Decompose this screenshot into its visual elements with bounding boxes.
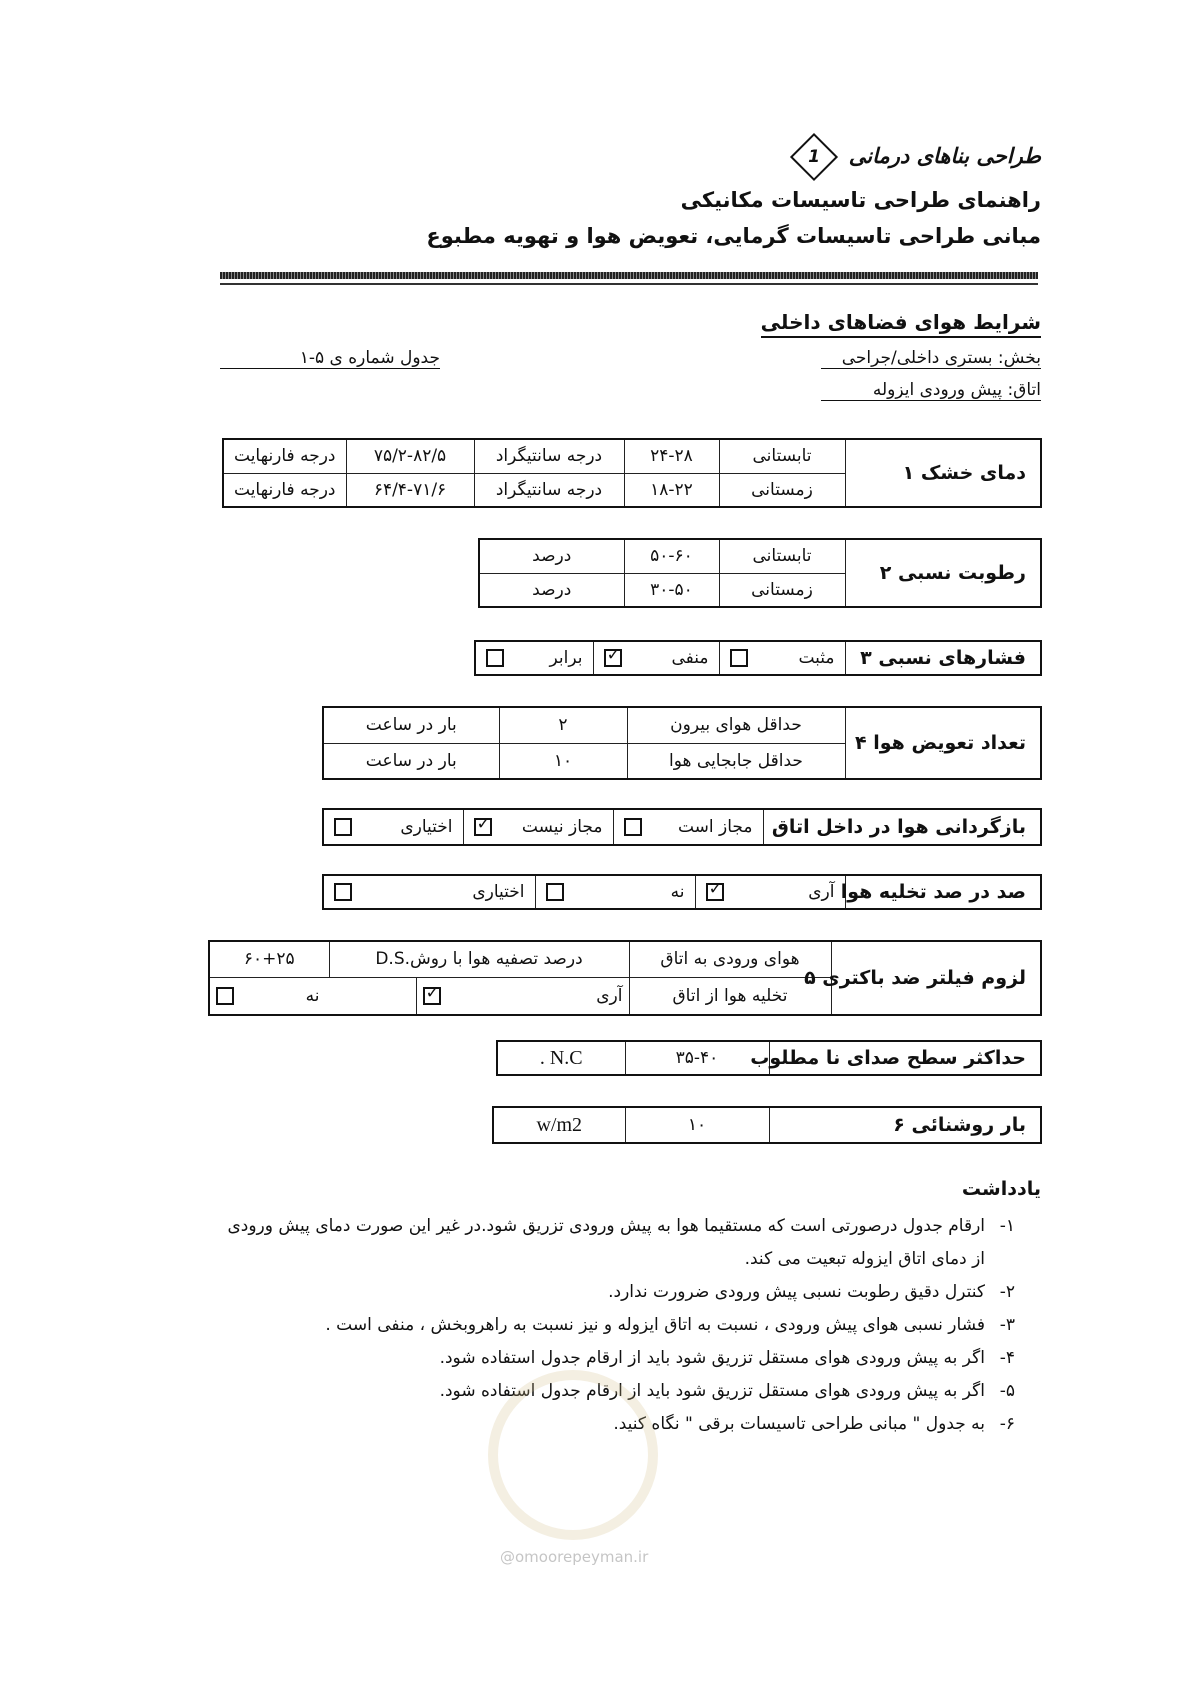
filter-no-option[interactable] bbox=[210, 978, 416, 1014]
filter-exhaust-label: تخلیه هوا از اتاق bbox=[629, 977, 831, 1015]
series-number: 1 bbox=[808, 147, 821, 167]
filter-efficiency-label: درصد تصفیه هوا با روش.D.S bbox=[329, 941, 629, 977]
humidity-unit: درصد bbox=[479, 539, 624, 573]
note-text: کنترل دقیق رطوبت نسبی پیش ورودی ضرورت ندارد. bbox=[608, 1282, 985, 1302]
pressure-positive-cell[interactable] bbox=[719, 641, 845, 675]
room-label: اتاق: پیش ورودی ایزوله bbox=[821, 380, 1041, 401]
filter-efficiency-value: ۶۰+۲۵ bbox=[209, 941, 329, 977]
note-text: فشار نسبی هوای پیش ورودی ، نسبت به اتاق ایزوله و نیز نسبت به راهروبخش ، منفی است . bbox=[325, 1315, 985, 1335]
watermark-logo bbox=[488, 1370, 658, 1540]
recirculation-allowed-label: مجاز است bbox=[677, 817, 753, 837]
note-number: ۲- bbox=[999, 1282, 1015, 1302]
recirculation-not-allowed-label: مجاز نیست bbox=[521, 817, 603, 837]
note-number: ۴- bbox=[999, 1348, 1015, 1368]
recirculation-allowed-checkbox[interactable] bbox=[624, 818, 642, 836]
humidity-unit-2: درصد bbox=[479, 573, 624, 607]
exhaust-yes-cell[interactable] bbox=[695, 875, 845, 909]
exhaust-no-label: نه bbox=[670, 882, 685, 902]
dry-bulb-table bbox=[222, 438, 1042, 508]
recirculation-allowed-cell[interactable] bbox=[613, 809, 763, 845]
pressure-label: فشارهای نسبی ۳ bbox=[845, 641, 1041, 675]
filter-table bbox=[208, 940, 1042, 1016]
pressure-negative-checkbox[interactable] bbox=[604, 649, 622, 667]
exhaust-no-cell[interactable] bbox=[535, 875, 695, 909]
recirculation-not-allowed-cell[interactable] bbox=[463, 809, 613, 845]
note-number: ۳- bbox=[999, 1315, 1015, 1335]
filter-supply-label: هوای ورودی به اتاق bbox=[629, 941, 831, 977]
air-changes-table bbox=[322, 706, 1042, 780]
exhaust-optional-cell[interactable] bbox=[323, 875, 535, 909]
pressure-negative-label: منفی bbox=[671, 648, 709, 668]
series-number-diamond bbox=[790, 133, 838, 181]
note-text: ارقام جدول درصورتی است که مستقیما هوا به پیش ورودی تزریق شود.در غیر این صورت دمای پیش ورودی از دمای اتاق ایزوله تبعیت می کند. bbox=[227, 1216, 985, 1269]
recirculation-not-allowed-checkbox[interactable] bbox=[474, 818, 492, 836]
dry-bulb-unit-f: درجه فارنهایت bbox=[223, 439, 346, 473]
noise-unit: N.C . bbox=[497, 1041, 625, 1075]
humidity-table bbox=[478, 538, 1042, 608]
recirculation-optional-label: اختیاری bbox=[400, 817, 453, 837]
noise-table bbox=[496, 1040, 1042, 1076]
exhaust-optional-label: اختیاری bbox=[472, 882, 525, 902]
dry-bulb-unit-f-2: درجه فارنهایت bbox=[223, 473, 346, 507]
header-divider-thin bbox=[220, 283, 1038, 285]
recirculation-optional-checkbox[interactable] bbox=[334, 818, 352, 836]
lighting-value: ۱۰ bbox=[625, 1107, 769, 1143]
filter-no-label: نه bbox=[305, 985, 320, 1006]
watermark-text: @omoorepeyman.ir bbox=[500, 1548, 649, 1566]
pressure-equal-cell[interactable] bbox=[475, 641, 593, 675]
series-title-text: طراحی بناهای درمانی bbox=[848, 144, 1041, 168]
humidity-label: رطوبت نسبی ۲ bbox=[845, 539, 1041, 607]
exhaust-yes-label: آری bbox=[808, 882, 835, 902]
exhaust-yes-checkbox[interactable] bbox=[706, 883, 724, 901]
guide-title: راهنمای طراحی تاسیسات مکانیکی bbox=[680, 188, 1041, 212]
table-number: جدول شماره ی ۵-۱ bbox=[220, 348, 440, 369]
note-text: به جدول " مبانی طراحی تاسیسات برقی " نگاه کنید. bbox=[613, 1414, 985, 1434]
note-number: ۶- bbox=[999, 1414, 1015, 1434]
noise-label: حداکثر سطح صدای نا مطلوب bbox=[769, 1041, 1041, 1075]
humidity-winter-value: ۳۰-۵۰ bbox=[624, 573, 719, 607]
exhaust-optional-checkbox[interactable] bbox=[334, 883, 352, 901]
filter-yes-label: آری bbox=[596, 985, 623, 1006]
pressure-positive-label: مثبت bbox=[798, 648, 835, 668]
pressure-positive-checkbox[interactable] bbox=[730, 649, 748, 667]
lighting-unit: w/m2 bbox=[493, 1107, 625, 1143]
dry-bulb-summer-c: ۲۴-۲۸ bbox=[624, 439, 719, 473]
air-changes-outdoor-label: حداقل هوای بیرون bbox=[627, 707, 845, 743]
exhaust-table bbox=[322, 874, 1042, 910]
recirculation-optional-cell[interactable] bbox=[323, 809, 463, 845]
note-item bbox=[215, 1309, 1015, 1342]
note-number: ۱- bbox=[999, 1216, 1015, 1236]
dry-bulb-label: دمای خشک ۱ bbox=[845, 439, 1041, 507]
pressure-equal-label: برابر bbox=[549, 648, 583, 668]
note-number: ۵- bbox=[999, 1381, 1015, 1401]
air-changes-unit: بار در ساعت bbox=[323, 707, 499, 743]
noise-value: ۳۵-۴۰ bbox=[625, 1041, 769, 1075]
notes-title: یادداشت bbox=[961, 1178, 1041, 1200]
note-item bbox=[215, 1276, 1015, 1309]
air-changes-outdoor-value: ۲ bbox=[499, 707, 627, 743]
note-item bbox=[215, 1342, 1015, 1375]
exhaust-label: صد در صد تخلیه هوا bbox=[845, 875, 1041, 909]
dry-bulb-unit-c: درجه سانتیگراد bbox=[474, 439, 624, 473]
exhaust-no-checkbox[interactable] bbox=[546, 883, 564, 901]
humidity-winter-label: زمستانی bbox=[719, 573, 845, 607]
dry-bulb-winter-label: زمستانی bbox=[719, 473, 845, 507]
dry-bulb-winter-c: ۱۸-۲۲ bbox=[624, 473, 719, 507]
recirculation-label: بازگردانی هوا در داخل اتاق bbox=[763, 809, 1041, 845]
lighting-label: بار روشنائی ۶ bbox=[769, 1107, 1041, 1143]
filter-yes-option[interactable] bbox=[416, 978, 629, 1014]
lighting-table bbox=[492, 1106, 1042, 1144]
humidity-summer-label: تابستانی bbox=[719, 539, 845, 573]
filter-no-checkbox[interactable] bbox=[216, 987, 234, 1005]
recirculation-table bbox=[322, 808, 1042, 846]
dry-bulb-summer-f: ۷۵/۲-۸۲/۵ bbox=[346, 439, 474, 473]
pressure-negative-cell[interactable] bbox=[593, 641, 719, 675]
filter-options-cell bbox=[209, 977, 629, 1015]
header-divider bbox=[220, 272, 1038, 279]
air-changes-total-value: ۱۰ bbox=[499, 743, 627, 779]
dry-bulb-winter-f: ۶۴/۴-۷۱/۶ bbox=[346, 473, 474, 507]
air-changes-label: تعداد تعویض هوا ۴ bbox=[845, 707, 1041, 779]
pressure-equal-checkbox[interactable] bbox=[486, 649, 504, 667]
dry-bulb-summer-label: تابستانی bbox=[719, 439, 845, 473]
dry-bulb-unit-c-2: درجه سانتیگراد bbox=[474, 473, 624, 507]
pressure-table bbox=[474, 640, 1042, 676]
filter-label: لزوم فیلتر ضد باکتری ۵ bbox=[831, 941, 1041, 1015]
subject-title: مبانی طراحی تاسیسات گرمایی، تعویض هوا و تهویه مطبوع bbox=[426, 224, 1041, 248]
humidity-summer-value: ۵۰-۶۰ bbox=[624, 539, 719, 573]
note-text: اگر به پیش ورودی هوای مستقل تزریق شود باید از ارقام جدول استفاده شود. bbox=[439, 1381, 985, 1401]
series-title bbox=[797, 140, 1041, 174]
note-item bbox=[215, 1210, 1015, 1276]
air-changes-unit-2: بار در ساعت bbox=[323, 743, 499, 779]
note-text: اگر به پیش ورودی هوای مستقل تزریق شود باید از ارقام جدول استفاده شود. bbox=[439, 1348, 985, 1368]
department-label: بخش: بستری داخلی/جراحی bbox=[821, 348, 1041, 369]
air-changes-total-label: حداقل جابجایی هوا bbox=[627, 743, 845, 779]
section-title: شرایط هوای فضاهای داخلی bbox=[761, 310, 1041, 338]
filter-yes-checkbox[interactable] bbox=[423, 987, 441, 1005]
